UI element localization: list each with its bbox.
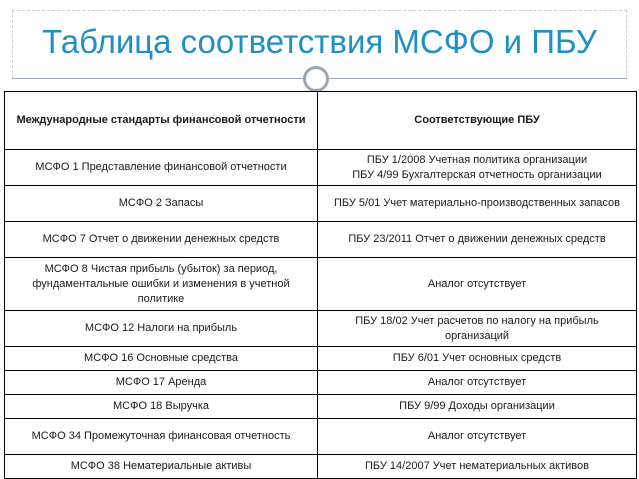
cell-pbu: ПБУ 23/2011 Отчет о движении денежных средств xyxy=(318,222,637,258)
cell-ifrs: МСФО 12 Налоги на прибыль xyxy=(5,311,318,347)
cell-ifrs: МСФО 38 Нематериальные активы xyxy=(5,455,318,479)
cell-ifrs: МСФО 18 Выручка xyxy=(5,395,318,419)
cell-ifrs: МСФО 17 Аренда xyxy=(5,371,318,395)
cell-pbu: Аналог отсутствует xyxy=(318,419,637,455)
header-pbu: Соответствующие ПБУ xyxy=(318,92,637,150)
cell-ifrs: МСФО 7 Отчет о движении денежных средств xyxy=(5,222,318,258)
table-row xyxy=(5,455,637,479)
cell-pbu: ПБУ 5/01 Учет материально-производственных запасов xyxy=(318,186,637,222)
cell-ifrs: МСФО 16 Основные средства xyxy=(5,347,318,371)
table-row xyxy=(5,371,637,395)
cell-pbu: ПБУ 6/01 Учет основных средств xyxy=(318,347,637,371)
cell-pbu: ПБУ 18/02 Учет расчетов по налогу на прибыль организаций xyxy=(318,311,637,347)
title-frame-top xyxy=(12,10,627,11)
cell-pbu: ПБУ 14/2007 Учет нематериальных активов xyxy=(318,455,637,479)
cell-pbu: Аналог отсутствует xyxy=(318,258,637,311)
table-row xyxy=(5,419,637,455)
table-row xyxy=(5,222,637,258)
cell-ifrs: МСФО 34 Промежуточная финансовая отчетность xyxy=(5,419,318,455)
table-row xyxy=(5,150,637,186)
table-row xyxy=(5,258,637,311)
cell-pbu xyxy=(318,150,637,186)
table-row xyxy=(5,311,637,347)
slide-title: Таблица соответствия МСФО и ПБУ xyxy=(42,23,597,60)
cell-ifrs: МСФО 2 Запасы xyxy=(5,186,318,222)
table-row xyxy=(5,395,637,419)
cell-pbu-line: ПБУ 4/99 Бухгалтерская отчетность организации xyxy=(352,168,602,181)
header-ifrs: Международные стандарты финансовой отчетности xyxy=(5,92,318,150)
correspondence-table xyxy=(4,91,637,479)
table-row xyxy=(5,186,637,222)
cell-ifrs: МСФО 8 Чистая прибыль (убыток) за период, фундаментальные ошибки и изменения в учетной политике xyxy=(5,258,318,311)
cell-pbu: Аналог отсутствует xyxy=(318,371,637,395)
table-row xyxy=(5,347,637,371)
cell-pbu-line: ПБУ 1/2008 Учетная политика организации xyxy=(366,153,588,166)
cell-pbu: ПБУ 9/99 Доходы организации xyxy=(318,395,637,419)
ring-ornament xyxy=(303,66,329,92)
table-header-row xyxy=(5,92,637,150)
cell-ifrs: МСФО 1 Представление финансовой отчетности xyxy=(5,150,318,186)
